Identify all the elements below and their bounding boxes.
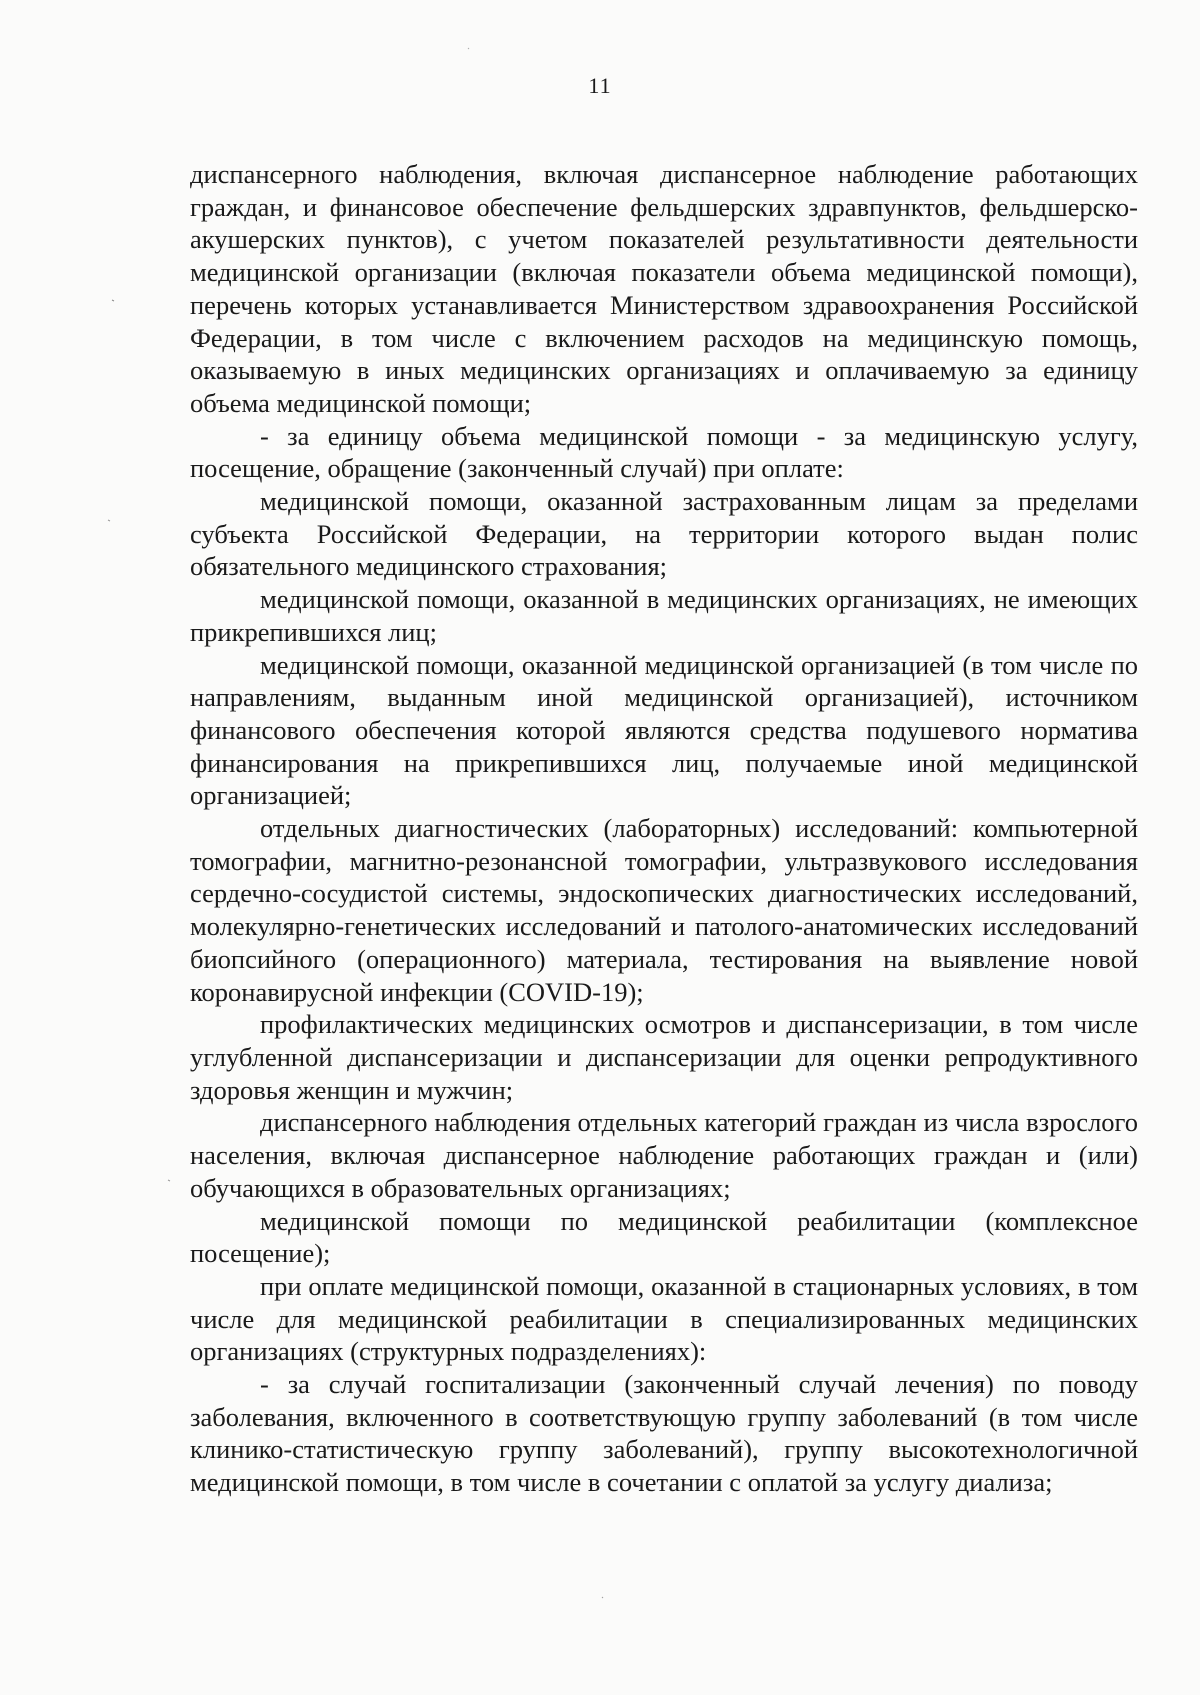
paragraph-diagnostic-tests: отдельных диагностических (лабораторных) исследований: компьютерной томографии, магнитно-резонансной томографии, ультразвукового исследования сердечно-сосудистой системы, эндоскопических диагностических исследований, молекулярно-генетических исследований и патолого-анатомических исследований биопсийного (операционного) материала, тестирования на выявление новой коронавирусной инфекции (COVID-19); [190,813,1138,1007]
page-number: 11 [588,73,612,98]
paragraph-rehabilitation: медицинской помощи по медицинской реабилитации (комплексное посещение); [190,1205,1138,1269]
paragraph-inpatient-payment: при оплате медицинской помощи, оказанной в стационарных условиях, в том числе для медицинской реабилитации в специализированных медицинских организациях (структурных подразделениях): [190,1270,1138,1367]
paragraph-no-attached-persons: медицинской помощи, оказанной в медицинских организациях, не имеющих прикрепившихся лиц; [190,584,1138,647]
paragraph-preventive-exams: профилактических медицинских осмотров и диспансеризации, в том числе углубленной диспансеризации и диспансеризации для оценки репродуктивного здоровья женщин и мужчин; [190,1009,1138,1105]
paragraph-hospitalization-case: - за случай госпитализации (законченный случай лечения) по поводу заболевания, включенного в соответствующую группу заболеваний (в том числе клинико-статистическую группу заболеваний), группу высокотехнологичной медицинской помощи, в том числе в сочетании с оплатой за услугу диализа; [190,1369,1138,1498]
document-body [190,158,1138,1499]
paragraph-continuation: диспансерного наблюдения, включая диспансерное наблюдение работающих граждан, и финансовое обеспечение фельдшерских здравпунктов, фельдшерско-акушерских пунктов), с учетом показателей результативности деятельности медицинской организации (включая показатели объема медицинской помощи), перечень которых устанавливается Министерством здравоохранения Российской Федерации, в том числе с включением расходов на медицинскую помощь, оказываемую в иных медицинских организациях и оплачиваемую за единицу объема медицинской помощи; [190,159,1138,418]
paragraph-referral-care: медицинской помощи, оказанной медицинской организацией (в том числе по направлениям, выданным иной медицинской организацией), источником финансового обеспечения которой являются средства подушевого норматива финансирования на прикрепившихся лиц, получаемые иной медицинской организацией; [190,649,1138,811]
paragraph-dispensary-observation: диспансерного наблюдения отдельных категорий граждан из числа взрослого населения, включая диспансерное наблюдение работающих граждан и (или) обучающихся в образовательных организациях; [190,1107,1138,1203]
paragraph-unit-payment: - за единицу объема медицинской помощи - за медицинскую услугу, посещение, обращение (законченный случай) при оплате: [190,420,1138,484]
paragraph-insured-outside-region: медицинской помощи, оказанной застрахованным лицам за пределами субъекта Российской Федерации, на территории которого выдан полис обязательного медицинского страхования; [190,486,1138,582]
